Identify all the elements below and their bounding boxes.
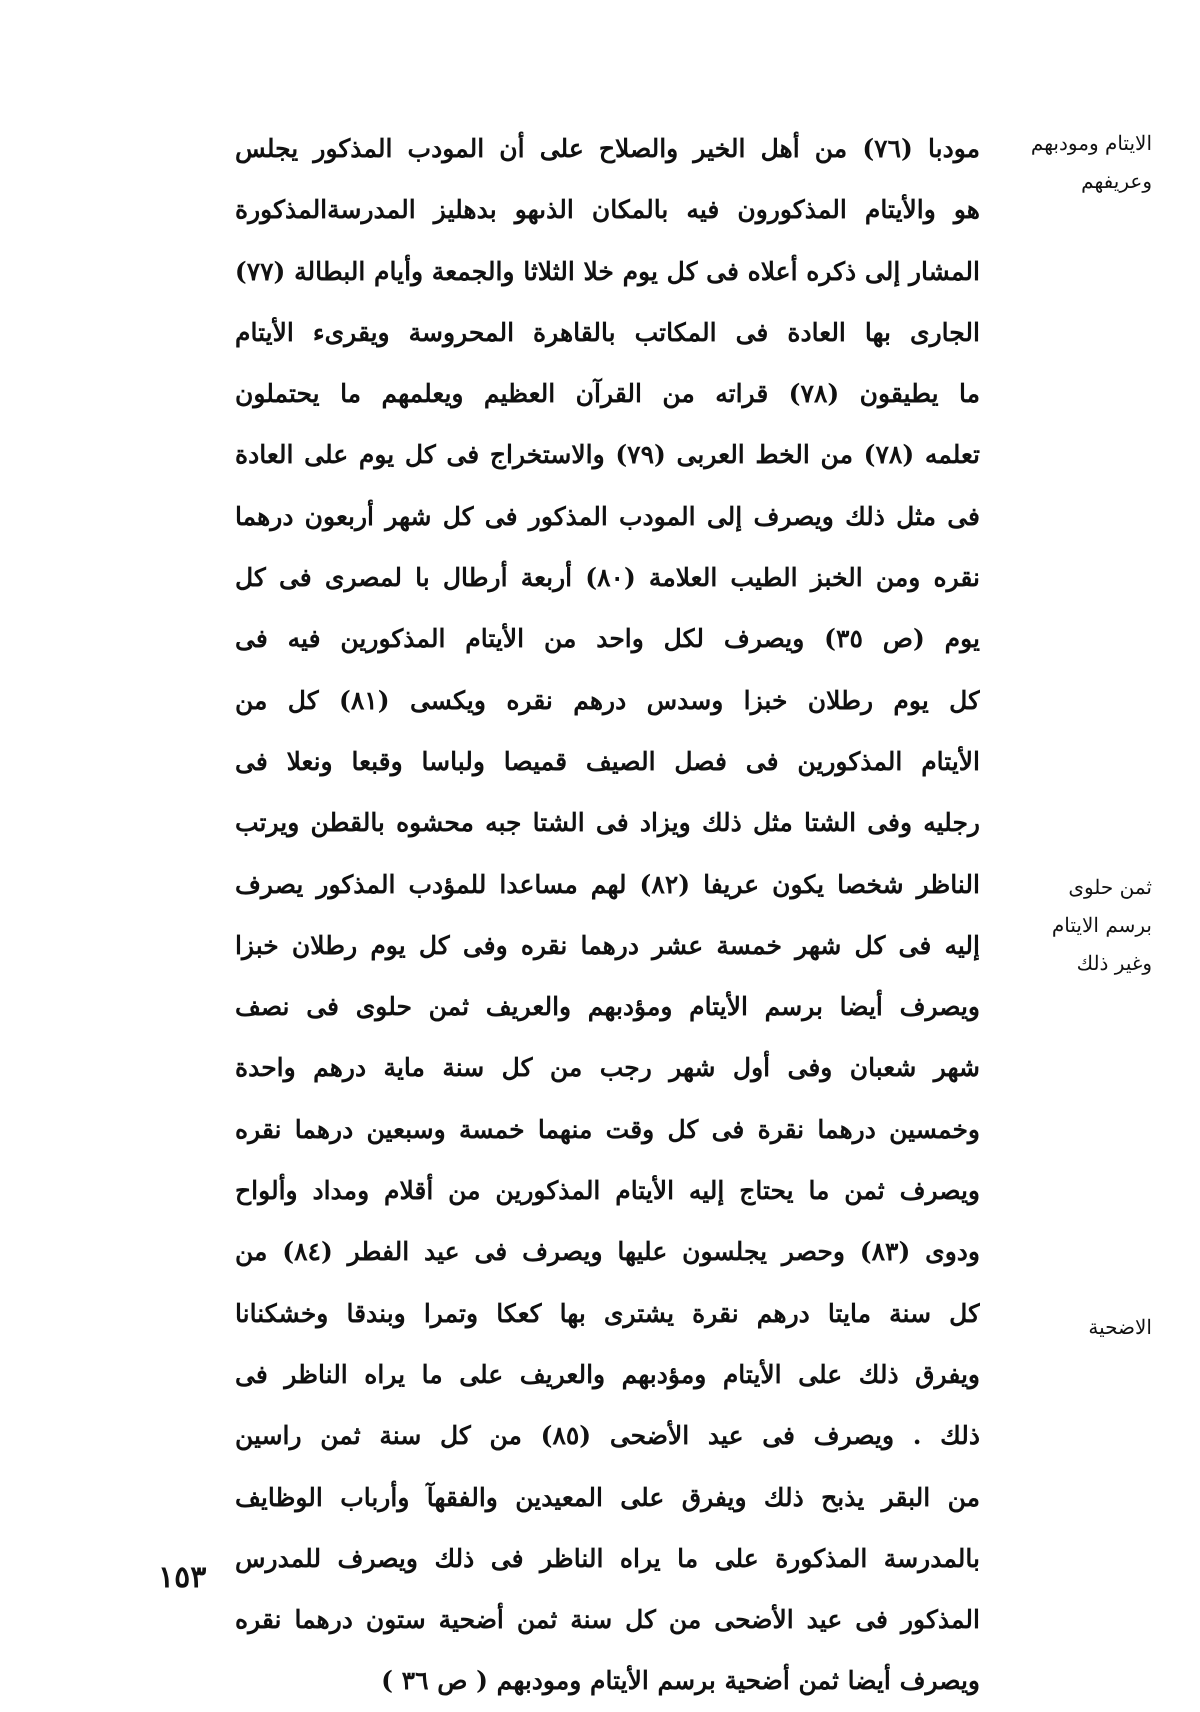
text-line: وخمسين درهما نقرة فى كل وقت منهما خمسة وسبعين درهما نقره — [235, 1114, 980, 1144]
text-line: ويصرف أيضا ثمن أضحية برسم الأيتام ومودبهم ( ص ٣٦ ) — [381, 1666, 980, 1696]
text-line: إليه فى كل شهر خمسة عشر درهما نقره وفى كل يوم رطلان خبزا — [235, 930, 980, 960]
text-line: نقره ومن الخبز الطيب العلامة (٨٠) أربعة أرطال با لمصرى فى كل — [235, 563, 980, 593]
text-line: المشار إلى ذكره أعلاه فى كل يوم خلا الثلاثا والجمعة وأيام البطالة (٧٧) — [235, 256, 980, 286]
text-line: الأيتام المذكورين فى فصل الصيف قميصا ولباسا وقبعا ونعلا فى — [235, 746, 980, 776]
text-line: ويصرف أيضا برسم الأيتام ومؤدبهم والعريف ثمن حلوى فى نصف — [235, 992, 980, 1022]
text-line: ودوى (٨٣) وحصر يجلسون عليها ويصرف فى عيد الفطر (٨٤) من — [235, 1237, 980, 1267]
margin-note-sweets — [1012, 868, 1152, 982]
text-line: من البقر يذبح ذلك ويفرق على المعيدين والفقهآ وأرباب الوظايف — [235, 1482, 980, 1512]
margin-note-line: ثمن حلوى — [1068, 875, 1152, 899]
main-text-block — [235, 118, 980, 1712]
text-line: ويفرق ذلك على الأيتام ومؤدبهم والعريف على ما يراه الناظر فى — [235, 1359, 980, 1389]
text-line: ما يطيقون (٧٨) قراته من القرآن العظيم ويعلمهم ما يحتملون — [235, 379, 980, 409]
text-line: مودبا (٧٦) من أهل الخير والصلاح على أن المودب المذكور يجلس — [235, 134, 980, 163]
margin-note-line: الاضحية — [1088, 1315, 1152, 1339]
margin-note-line: وعريفهم — [1081, 169, 1152, 193]
text-line: ذلك . ويصرف فى عيد الأضحى (٨٥) من كل سنة ثمن راسين — [235, 1421, 980, 1451]
text-line: كل سنة مايتا درهم نقرة يشترى بها كعكا وتمرا وبندقا وخشكنانا — [235, 1298, 980, 1328]
text-line: كل يوم رطلان خبزا وسدس درهم نقره ويكسى (٨١) كل من — [235, 685, 980, 715]
text-line: يوم (ص ٣٥) ويصرف لكل واحد من الأيتام المذكورين فيه فى — [235, 624, 980, 654]
margin-note-sacrifice — [1012, 1308, 1152, 1346]
text-line: رجليه وفى الشتا مثل ذلك ويزاد فى الشتا جبه محشوه بالقطن ويرتب — [235, 808, 980, 838]
margin-note-line: برسم الايتام — [1051, 913, 1152, 937]
text-line: ويصرف ثمن ما يحتاج إليه الأيتام المذكورين من أقلام ومداد وألواح — [235, 1176, 980, 1206]
text-line: الناظر شخصا يكون عريفا (٨٢) لهم مساعدا للمؤدب المذكور يصرف — [235, 869, 980, 899]
text-line: هو والأيتام المذكورون فيه بالمكان الذىهو بدهليز المدرسةالمذكورة — [235, 195, 980, 225]
margin-note-line: الايتام ومودبهم — [1030, 131, 1152, 155]
text-line: تعلمه (٧٨) من الخط العربى (٧٩) والاستخراج فى كل يوم على العادة — [235, 440, 980, 470]
margin-note-orphans-teacher — [1012, 124, 1152, 200]
margin-note-line: وغير ذلك — [1076, 951, 1152, 975]
text-line: شهر شعبان وفى أول شهر رجب من كل سنة ماية درهم واحدة — [235, 1053, 980, 1083]
text-line: الجارى بها العادة فى المكاتب بالقاهرة المحروسة ويقرىء الأيتام — [235, 317, 980, 347]
text-line: فى مثل ذلك ويصرف إلى المودب المذكور فى كل شهر أربعون درهما — [235, 501, 980, 531]
page-number: ١٥٣ — [158, 1560, 207, 1595]
text-line: المذكور فى عيد الأضحى من كل سنة ثمن أضحية ستون درهما نقره — [235, 1605, 980, 1635]
text-line: بالمدرسة المذكورة على ما يراه الناظر فى ذلك ويصرف للمدرس — [235, 1543, 980, 1573]
